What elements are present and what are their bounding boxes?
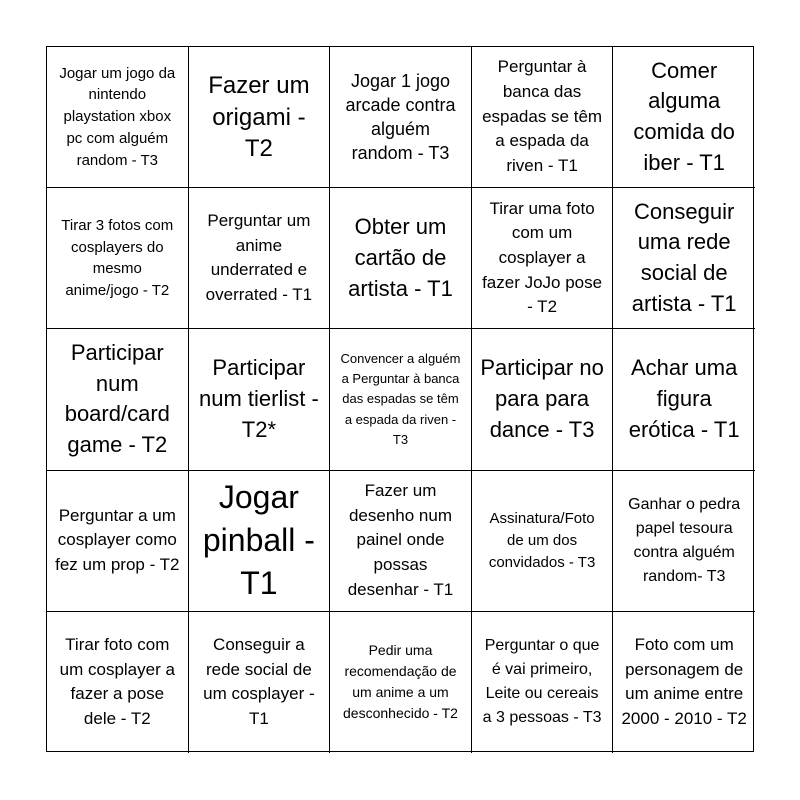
- cell-text: Obter um cartão de artista - T1: [348, 214, 453, 301]
- cell-text: Tirar foto com um cosplayer a fazer a pose dele - T2: [59, 635, 175, 728]
- bingo-board: [46, 46, 754, 752]
- bingo-cell[interactable]: [189, 188, 331, 329]
- bingo-cell[interactable]: [613, 471, 755, 612]
- bingo-cell[interactable]: [472, 188, 614, 329]
- cell-text: Perguntar à banca das espadas se têm a espada da riven - T1: [482, 57, 603, 176]
- bingo-cell[interactable]: [472, 47, 614, 188]
- cell-text: Jogar 1 jogo arcade contra alguém random - T3: [345, 70, 456, 164]
- bingo-cell[interactable]: [472, 329, 614, 470]
- cell-text: Fazer um desenho num painel onde possas desenhar - T1: [347, 481, 454, 599]
- bingo-cell[interactable]: [330, 471, 472, 612]
- cell-text: Pedir uma recomendação de um anime a um desconhecido - T2: [343, 642, 458, 722]
- cell-text: Perguntar o que é vai primeiro, Leite ou cereais a 3 pessoas - T3: [482, 637, 602, 727]
- cell-text: Conseguir a rede social de um cosplayer - T1: [203, 635, 315, 728]
- cell-text: Assinatura/Foto de um dos convidados - T3: [488, 510, 596, 571]
- bingo-cell[interactable]: [330, 612, 472, 753]
- bingo-cell[interactable]: [330, 47, 472, 188]
- cell-text: Ganhar o pedra papel tesoura contra alguém random- T3: [628, 495, 741, 585]
- cell-text: Jogar pinball - T1: [202, 478, 315, 602]
- cell-text: Foto com um personagem de um anime entre 2000 - 2010 - T2: [621, 635, 747, 728]
- cell-text: Convencer a alguém a Perguntar à banca das espadas se têm a espada da riven - T3: [340, 351, 461, 447]
- bingo-cell[interactable]: [613, 188, 755, 329]
- bingo-cell[interactable]: [472, 612, 614, 753]
- bingo-cell[interactable]: [330, 329, 472, 470]
- bingo-cell[interactable]: [189, 47, 331, 188]
- bingo-cell[interactable]: [189, 329, 331, 470]
- cell-text: Participar num tierlist - T2*: [198, 355, 319, 442]
- cell-text: Tirar uma foto com um cosplayer a fazer JoJo pose - T2: [482, 198, 603, 317]
- bingo-cell[interactable]: [613, 47, 755, 188]
- bingo-cell[interactable]: [47, 471, 189, 612]
- cell-text: Participar no para para dance - T3: [480, 355, 604, 442]
- bingo-cell[interactable]: [47, 188, 189, 329]
- bingo-cell[interactable]: [47, 47, 189, 188]
- bingo-cell[interactable]: [47, 612, 189, 753]
- bingo-cell[interactable]: [189, 612, 331, 753]
- bingo-cell[interactable]: [613, 329, 755, 470]
- cell-text: Fazer um origami - T2: [208, 72, 310, 162]
- cell-text: Achar uma figura erótica - T1: [628, 355, 740, 442]
- bingo-cell[interactable]: [47, 329, 189, 470]
- cell-text: Conseguir uma rede social de artista - T1: [631, 198, 737, 317]
- bingo-cell[interactable]: [472, 471, 614, 612]
- cell-text: Comer alguma comida do iber - T1: [633, 57, 735, 175]
- bingo-cell[interactable]: [330, 188, 472, 329]
- bingo-cell[interactable]: [613, 612, 755, 753]
- cell-text: Jogar um jogo da nintendo playstation xbox pc com alguém random - T3: [59, 64, 176, 169]
- cell-text: Tirar 3 fotos com cosplayers do mesmo anime/jogo - T2: [61, 216, 174, 300]
- cell-text: Perguntar um anime underrated e overrated - T1: [205, 211, 313, 304]
- cell-text: Perguntar a um cosplayer como fez um prop - T2: [55, 505, 180, 574]
- cell-text: Participar num board/card game - T2: [64, 339, 170, 458]
- bingo-cell[interactable]: [189, 471, 331, 612]
